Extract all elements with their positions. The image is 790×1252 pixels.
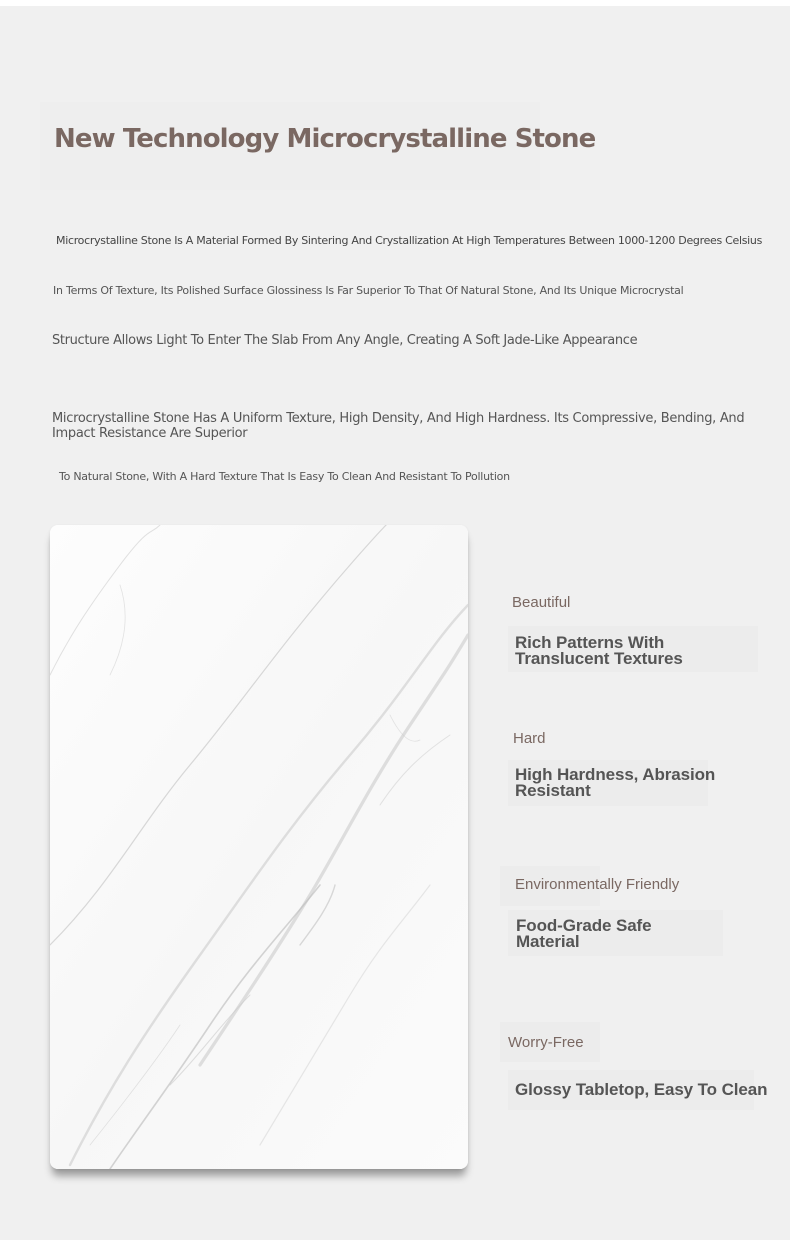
- marble-texture: [50, 525, 468, 1169]
- marble-slab-image: [50, 525, 468, 1169]
- feature-text-worry-free: Glossy Tabletop, Easy To Clean: [515, 1080, 768, 1099]
- feature-text-environmentally-friendly: Food-Grade Safe Material: [516, 916, 652, 951]
- page-title: New Technology Microcrystalline Stone: [54, 124, 596, 154]
- intro-line-2: In Terms Of Texture, Its Polished Surface Glossiness Is Far Superior To That Of Natural Stone, And Its Unique Microcrystal: [53, 284, 684, 297]
- intro-line-3: Structure Allows Light To Enter The Slab From Any Angle, Creating A Soft Jade-Like Appearance: [52, 333, 638, 348]
- intro-line-1: Microcrystalline Stone Is A Material Formed By Sintering And Crystallization At High Temperatures Between 1000-1200 Degrees Celsius: [56, 234, 763, 247]
- feature-label-environmentally-friendly: Environmentally Friendly: [515, 876, 680, 893]
- feature-label-hard: Hard: [513, 730, 546, 747]
- feature-text-hard: High Hardness, Abrasion Resistant: [515, 765, 716, 800]
- feature-label-worry-free: Worry-Free: [508, 1034, 584, 1051]
- intro-line-5: To Natural Stone, With A Hard Texture That Is Easy To Clean And Resistant To Pollution: [59, 470, 510, 483]
- feature-label-beautiful: Beautiful: [512, 594, 571, 611]
- feature-text-beautiful: Rich Patterns With Translucent Textures: [515, 633, 683, 668]
- intro-line-4: Microcrystalline Stone Has A Uniform Texture, High Density, And High Hardness. Its Compressive, Bending, And Impact Resistance Are Superior: [52, 411, 745, 441]
